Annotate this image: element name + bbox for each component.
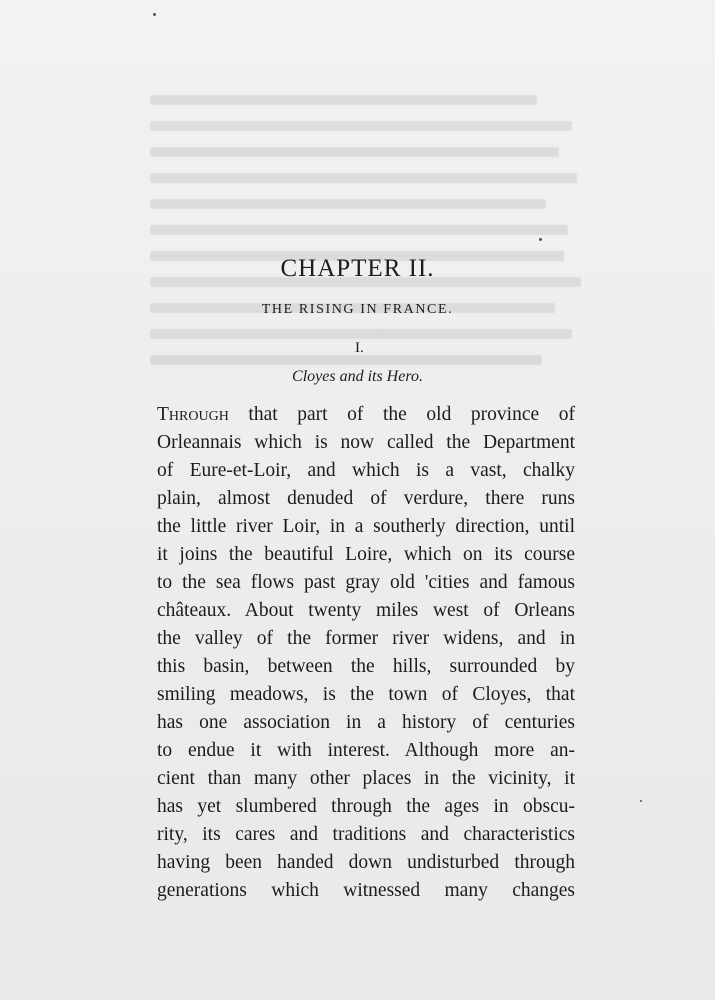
body-line: generations which witnessed many changes <box>157 880 575 901</box>
page-speck <box>640 800 642 802</box>
section-title: THE RISING IN FRANCE. <box>261 302 454 317</box>
page-speck <box>153 13 156 16</box>
body-line: has one association in a history of centuries <box>157 712 575 733</box>
body-line: the little river Loir, in a southerly direction, until <box>157 516 575 537</box>
body-line: to the sea flows past gray old 'cities and famous <box>157 572 575 593</box>
body-line: cient than many other places in the vicinity, it <box>157 768 575 789</box>
body-line: having been handed down undisturbed through <box>157 852 575 873</box>
page-speck <box>539 238 542 241</box>
body-line: this basin, between the hills, surrounded by <box>157 656 575 677</box>
first-line-text: that part of the old province of <box>228 404 575 425</box>
body-line: of Eure-et-Loir, and which is a vast, chalky <box>157 460 575 481</box>
drop-word: Through <box>157 404 229 425</box>
part-number: I. <box>355 340 364 356</box>
section-subtitle: Cloyes and its Hero. <box>292 368 423 385</box>
body-line: rity, its cares and traditions and characteristics <box>157 824 575 845</box>
body-line: has yet slumbered through the ages in obscu- <box>157 796 575 817</box>
body-line: smiling meadows, is the town of Cloyes, that <box>157 684 575 705</box>
body-line: châteaux. About twenty miles west of Orleans <box>157 600 575 621</box>
body-line: plain, almost denuded of verdure, there runs <box>157 488 575 509</box>
body-line: to endue it with interest. Although more an- <box>157 740 575 761</box>
chapter-heading: CHAPTER II. <box>280 255 435 282</box>
body-line: the valley of the former river widens, and in <box>157 628 575 649</box>
body-line: it joins the beautiful Loire, which on its course <box>157 544 575 565</box>
body-paragraph <box>157 401 575 905</box>
body-line <box>157 401 575 429</box>
body-line: Orleannais which is now called the Department <box>157 432 575 453</box>
